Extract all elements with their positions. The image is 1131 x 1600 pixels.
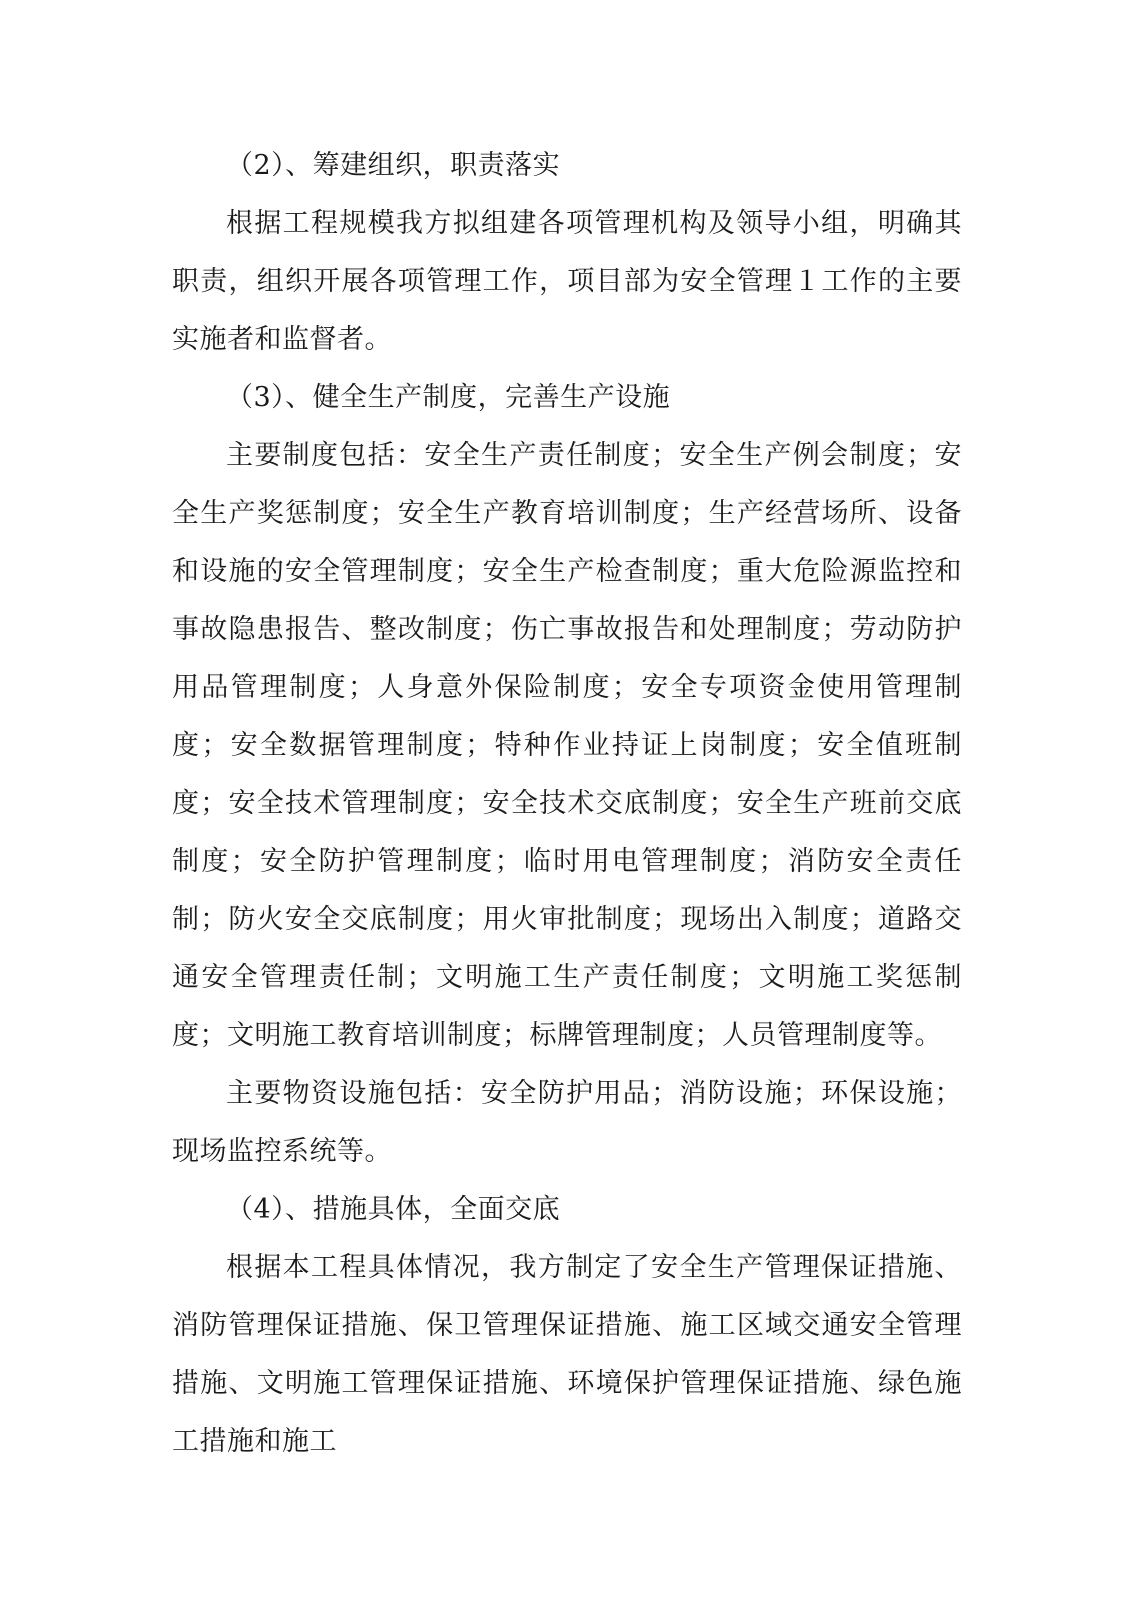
section-heading-3: （3）、健全生产制度，完善生产设施 <box>226 382 671 413</box>
section-heading-2: （2）、筹建组织，职责落实 <box>226 150 561 181</box>
paragraph-organization: 根据工程规模我方拟组建各项管理机构及领导小组，明确其职责，组织开展各项管理工作，项目部为安全管理１工作的主要实施者和监督者。 <box>172 208 962 355</box>
paragraph-facilities: 主要物资设施包括：安全防护用品；消防设施；环保设施；现场监控系统等。 <box>172 1078 962 1167</box>
document-body <box>172 137 962 1471</box>
paragraph-measures: 根据本工程具体情况，我方制定了安全生产管理保证措施、消防管理保证措施、保卫管理保证措施、施工区域交通安全管理措施、文明施工管理保证措施、环境保护管理保证措施、绿色施工措施和施工 <box>172 1252 962 1457</box>
paragraph-systems: 主要制度包括：安全生产责任制度；安全生产例会制度；安全生产奖惩制度；安全生产教育培训制度；生产经营场所、设备和设施的安全管理制度；安全生产检查制度；重大危险源监控和事故隐患报告、整改制度；伤亡事故报告和处理制度；劳动防护用品管理制度；人身意外保险制度；安全专项资金使用管理制度；安全数据管理制度；特种作业持证上岗制度；安全值班制度；安全技术管理制度；安全技术交底制度；安全生产班前交底制度；安全防护管理制度；临时用电管理制度；消防安全责任制；防火安全交底制度；用火审批制度；现场出入制度；道路交通安全管理责任制；文明施工生产责任制度；文明施工奖惩制度；文明施工教育培训制度；标牌管理制度；人员管理制度等。 <box>172 440 962 1051</box>
section-heading-4: （4）、措施具体，全面交底 <box>226 1194 561 1225</box>
